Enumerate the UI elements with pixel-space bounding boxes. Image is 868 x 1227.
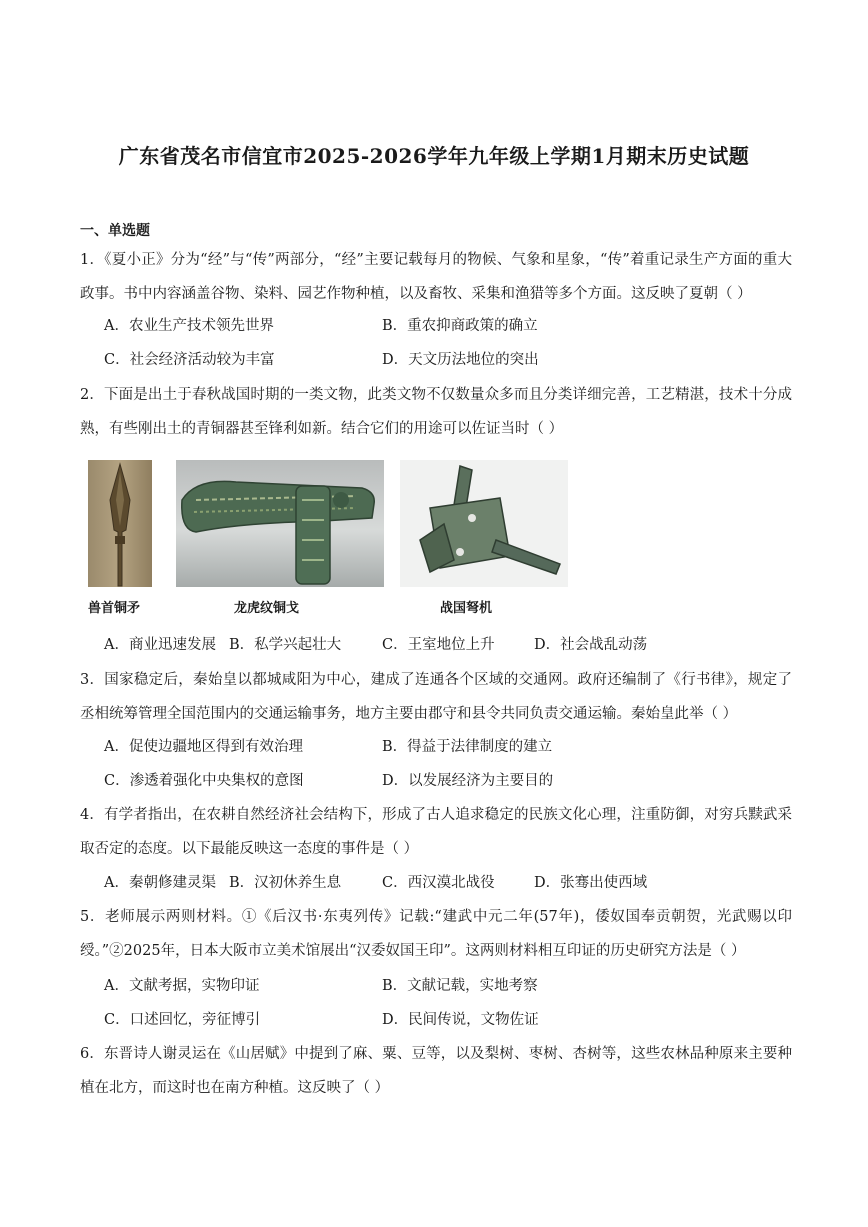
option-a: A．商业迅速发展 [104,637,216,653]
question-4-stem: 4．有学者指出，在农耕自然经济社会结构下，形成了古人追求稳定的民族文化心理，注重防御，对穷兵黩武采取否定的态度。以下最能反映这一态度的事件是（ ） [80,807,792,857]
question-6-stem: 6．东晋诗人谢灵运在《山居赋》中提到了麻、粟、豆等，以及梨树、枣树、杏树等，这些农林品种原来主要种植在北方，而这时也在南方种植。这反映了（ ） [80,1046,792,1096]
option-b: B．私学兴起壮大 [229,637,342,653]
question-3-stem: 3．国家稳定后，秦始皇以都城咸阳为中心，建成了连通各个区域的交通网。政府还编制了《行书律》，规定了丞相统筹管理全国范围内的交通运输事务，地方主要由郡守和县令共同负责交通运输。秦始皇此举（ ） [80,672,792,722]
option-a: A．农业生产技术领先世界 [104,318,274,334]
caption-crossbow-trigger: 战国弩机 [440,601,493,616]
caption-spear: 兽首铜矛 [88,601,141,616]
page-title: 广东省茂名市信宜市2025-2026学年九年级上学期1月期末历史试题 [118,144,750,168]
question-3-options-row-1 [104,730,794,764]
question-2-options-row [104,628,794,662]
crossbow-trigger-photo-icon [400,460,568,587]
option-c: C．西汉漠北战役 [382,875,495,891]
option-b: B．汉初休养生息 [229,875,342,891]
option-c: C．口述回忆，旁征博引 [104,1012,261,1028]
option-d: D．天文历法地位的突出 [382,352,539,368]
question-5-options-row-1 [104,969,794,1003]
question-5-stem: 5．老师展示两则材料。①《后汉书·东夷列传》记载:“建武中元二年(57年)，倭奴国奉贡朝贺，光武赐以印绶。”②2025年，日本大阪市立美术馆展出“汉委奴国王印”。这两则材料相互印证的历史研究方法是（ ） [80,909,792,959]
option-b: B．重农抑商政策的确立 [382,318,538,334]
question-1-options-row-1 [104,309,794,343]
option-c: C．社会经济活动较为丰富 [104,352,275,368]
option-a: A．文献考据，实物印证 [104,978,260,994]
question-2-stem: 2．下面是出土于春秋战国时期的一类文物，此类文物不仅数量众多而且分类详细完善，工艺精湛，技术十分成熟，有些刚出土的青铜器甚至锋利如新。结合它们的用途可以佐证当时（ ） [80,387,792,437]
bronze-spear-photo-icon [88,460,152,587]
option-d: D．社会战乱动荡 [534,637,648,653]
question-4-options-row [104,866,794,900]
question-1-stem: 1．《夏小正》分为“经”与“传”两部分，“经”主要记载每月的物候、气象和星象，“传”着重记录生产方面的重大政事。书中内容涵盖谷物、染料、园艺作物种植，以及畜牧、采集和渔猎等多个方面。这反映了夏朝（ ） [80,252,792,302]
option-a: A．促使边疆地区得到有效治理 [104,739,303,755]
option-d: D．民间传说，文物佐证 [382,1012,539,1028]
question-3-options-row-2 [104,764,794,798]
option-d: D．以发展经济为主要目的 [382,773,554,789]
option-a: A．秦朝修建灵渠 [104,875,216,891]
option-d: D．张骞出使西域 [534,875,648,891]
question-1-options-row-2 [104,343,794,377]
option-c: C．渗透着强化中央集权的意图 [104,773,304,789]
question-5-options-row-2 [104,1003,794,1037]
bronze-dagger-axe-photo-icon [176,460,384,587]
caption-dagger-axe: 龙虎纹铜戈 [234,601,300,616]
artifact-images [88,460,588,620]
section-heading: 一、单选题 [80,223,150,239]
option-b: B．得益于法律制度的建立 [382,739,553,755]
option-b: B．文献记载，实地考察 [382,978,538,994]
option-c: C．王室地位上升 [382,637,495,653]
